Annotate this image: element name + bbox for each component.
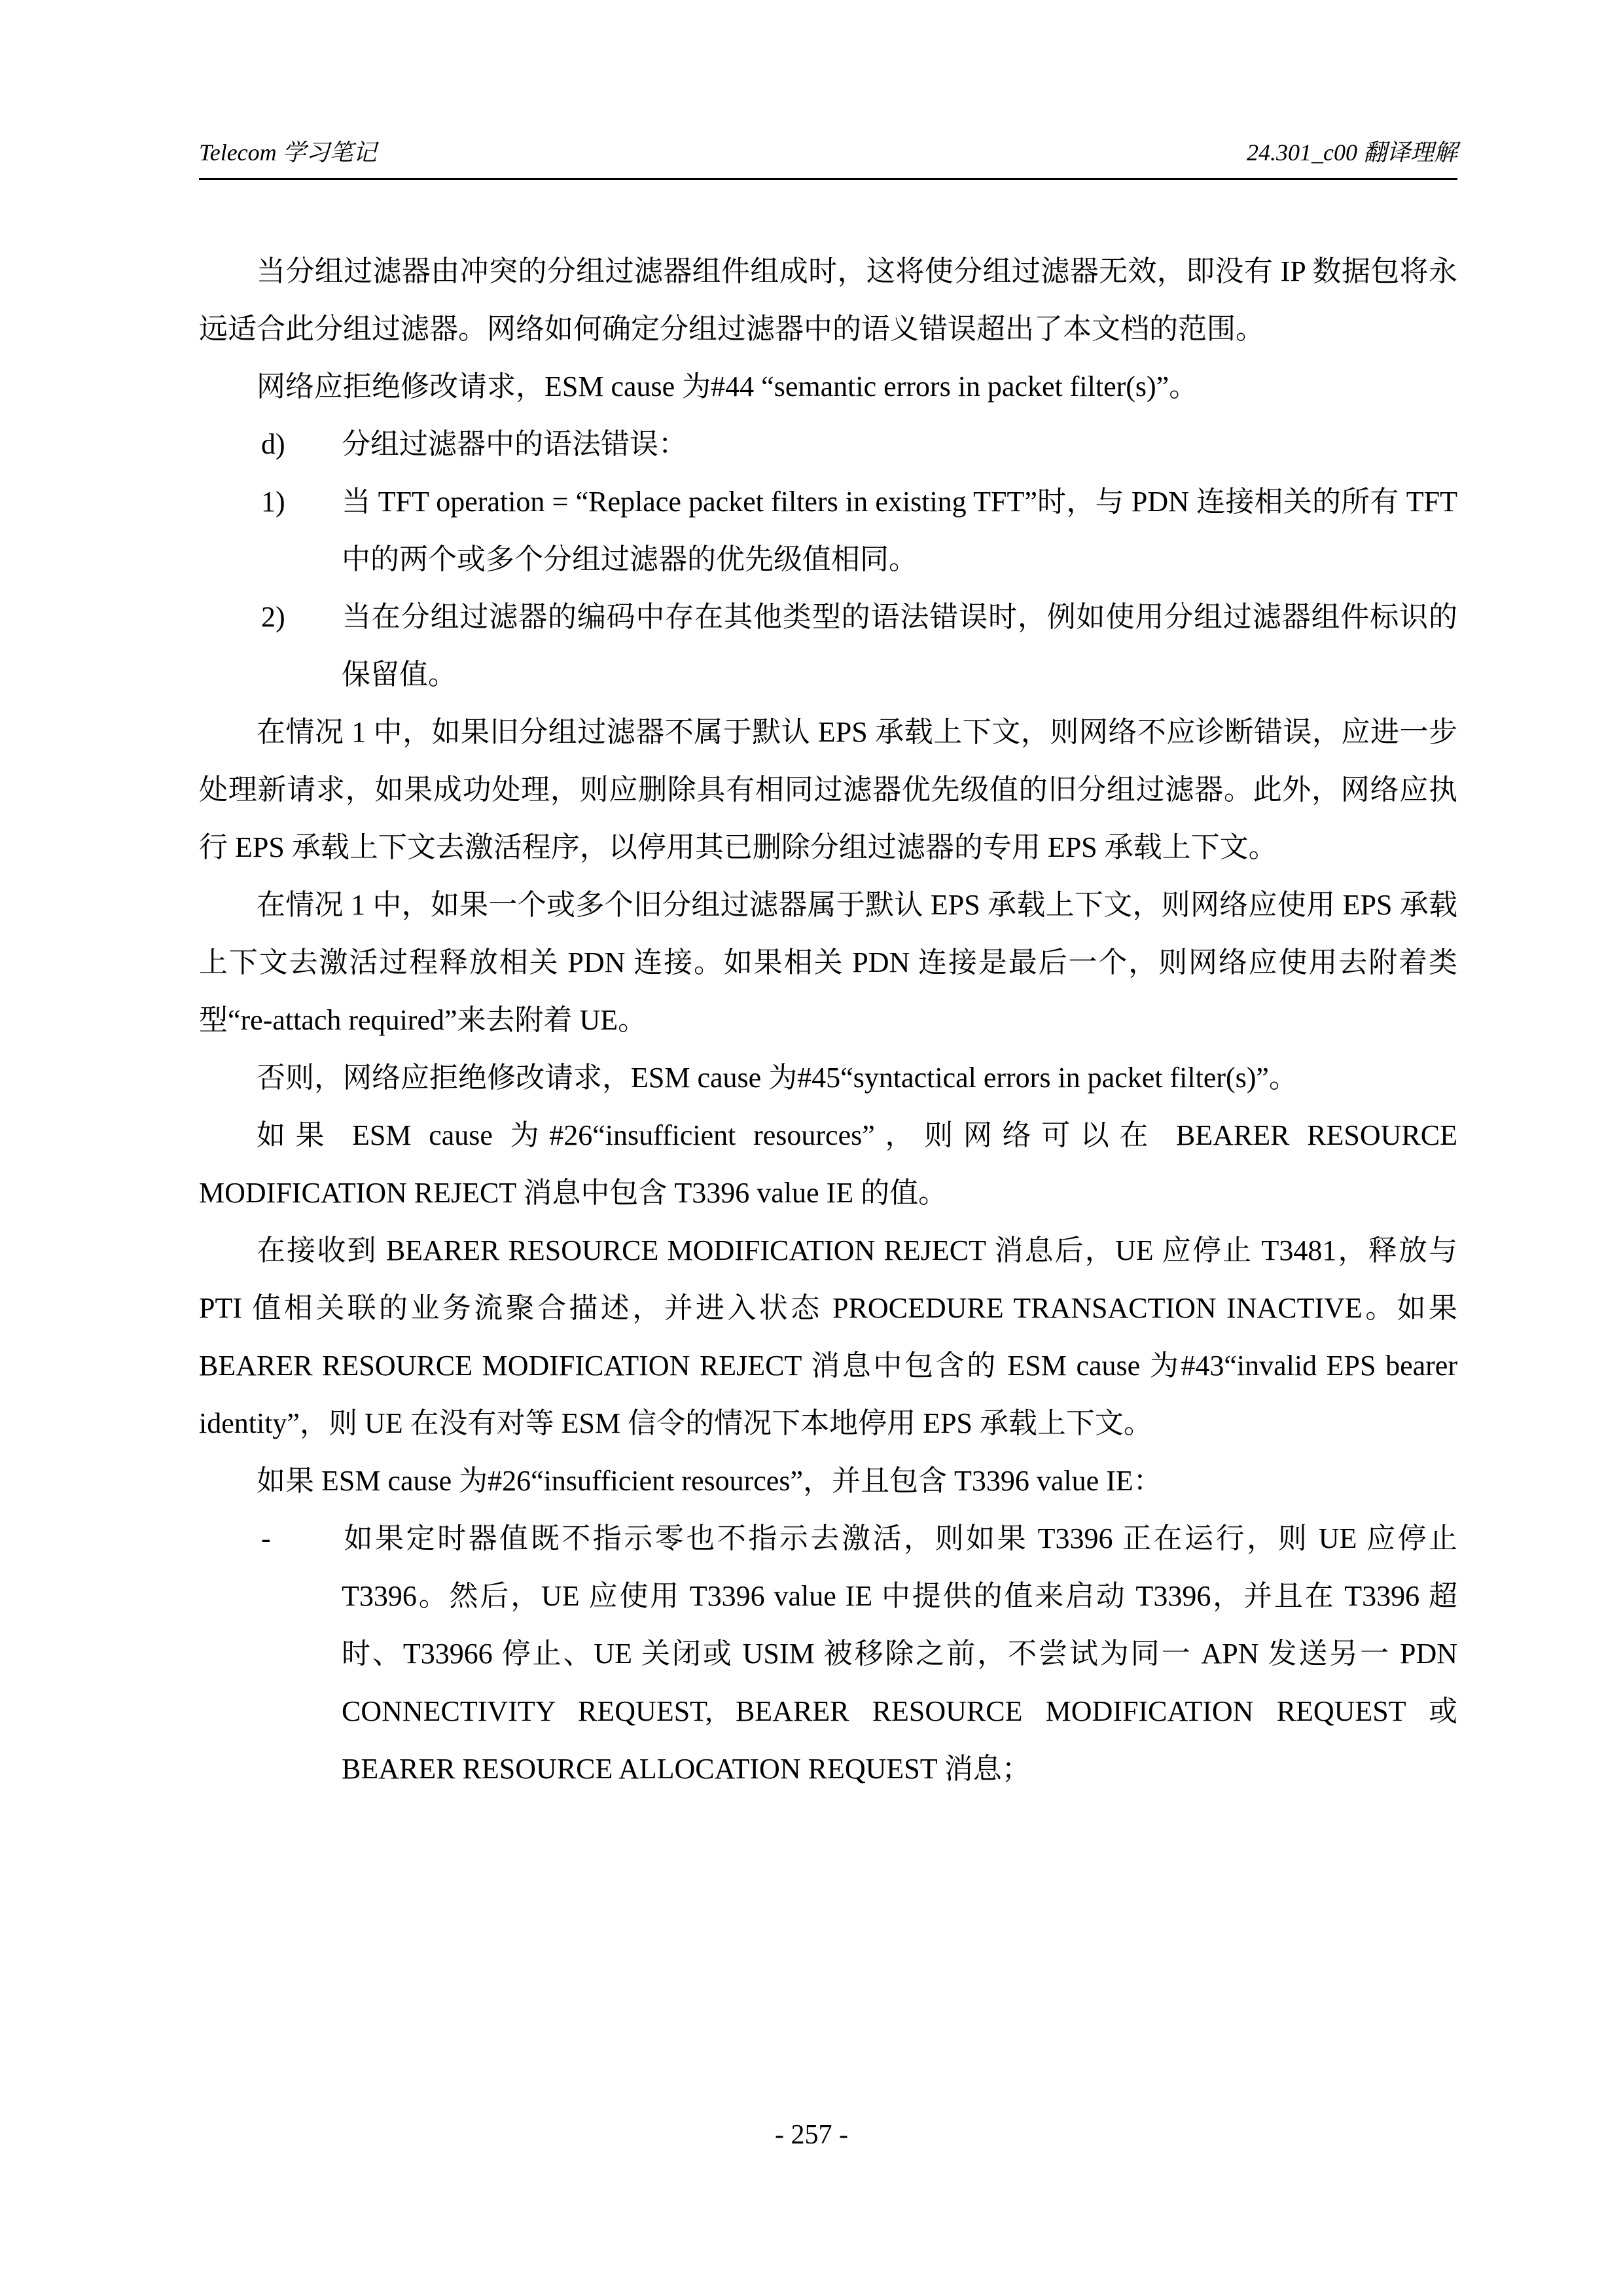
paragraph-case1-not-default: 在情况 1 中，如果旧分组过滤器不属于默认 EPS 承载上下文，则网络不应诊断错误，应进一步处理新请求，如果成功处理，则应删除具有相同过滤器优先级值的旧分组过滤器。此外，网络应执行 EPS 承载上下文去激活程序，以停用其已删除分组过滤器的专用 EPS 承载上下文。: [199, 716, 1457, 863]
list-item-text: 如果定时器值既不指示零也不指示去激活，则如果 T3396 正在运行，则 UE 应停止 T3396。然后，UE 应使用 T3396 value IE 中提供的值来启动 T3396，并且在 T3396 超时、T33966 停止、UE 关闭或 USIM 被移除之前，不尝试为同一 APN 发送另一 PDN CONNECTIVITY REQUEST, BEARER RESOURCE MODIFICATION REQUEST 或 BEARER RESOURCE ALLOCATION REQUEST 消息；: [342, 1522, 1457, 1785]
page-footer: [0, 2119, 1623, 2151]
list-item-d: [199, 416, 1457, 473]
paragraph-case1-default: 在情况 1 中，如果一个或多个旧分组过滤器属于默认 EPS 承载上下文，则网络应使用 EPS 承载上下文去激活过程释放相关 PDN 连接。如果相关 PDN 连接是最后一个，则网络应使用去附着类型“re-attach required”来去附着 UE。: [199, 889, 1457, 1036]
paragraph-semantic-error-intro: 当分组过滤器由冲突的分组过滤器组件组成时，这将使分组过滤器无效，即没有 IP 数据包将永远适合此分组过滤器。网络如何确定分组过滤器中的语义错误超出了本文档的范围。: [199, 255, 1457, 345]
list-marker: 1): [261, 486, 285, 518]
paragraph-reject-cause-45: 否则，网络应拒绝修改请求，ESM cause 为#45“syntactical errors in packet filter(s)”。: [257, 1062, 1298, 1094]
paragraph-reject-received: 在接收到 BEARER RESOURCE MODIFICATION REJECT 消息后，UE 应停止 T3481，释放与 PTI 值相关联的业务流聚合描述，并进入状态 PROCEDURE TRANSACTION INACTIVE。如果 BEARER RESOURCE MODIFICATION REJECT 消息中包含的 ESM cause 为#43“invalid EPS bearer identity”，则 UE 在没有对等 ESM 信令的情况下本地停用 EPS 承载上下文。: [199, 1234, 1457, 1439]
header-right-text: 24.301_c00 翻译理解: [1247, 139, 1457, 166]
list-item-1: [199, 473, 1457, 588]
list-marker: 2): [261, 601, 285, 633]
list-item-text: 分组过滤器中的语法错误：: [342, 428, 687, 460]
paragraph-reject-cause-44: 网络应拒绝修改请求，ESM cause 为#44 “semantic errors in packet filter(s)”。: [257, 370, 1198, 403]
header-left-text: Telecom 学习笔记: [199, 139, 377, 166]
list-item-dash: [199, 1510, 1457, 1798]
list-item-2: [199, 588, 1457, 704]
page-header: [199, 134, 1457, 180]
page-number: - 257 -: [775, 2120, 848, 2150]
list-marker: d): [261, 428, 285, 460]
paragraph-cause-26-t3396: 如果 ESM cause 为#26“insufficient resources”，则网络可以在 BEARER RESOURCE MODIFICATION REJECT 消息中包含 T3396 value IE 的值。: [199, 1119, 1457, 1209]
list-item-text: 当在分组过滤器的编码中存在其他类型的语法错误时，例如使用分组过滤器组件标识的保留值。: [342, 601, 1457, 691]
paragraph-cause-26-includes-ie: 如果 ESM cause 为#26“insufficient resources”，并且包含 T3396 value IE：: [257, 1465, 1162, 1497]
list-item-text: 当 TFT operation = “Replace packet filters in existing TFT”时，与 PDN 连接相关的所有 TFT 中的两个或多个分组过滤器的优先级值相同。: [342, 486, 1457, 575]
document-body: [199, 243, 1457, 1798]
list-marker: -: [261, 1522, 271, 1554]
